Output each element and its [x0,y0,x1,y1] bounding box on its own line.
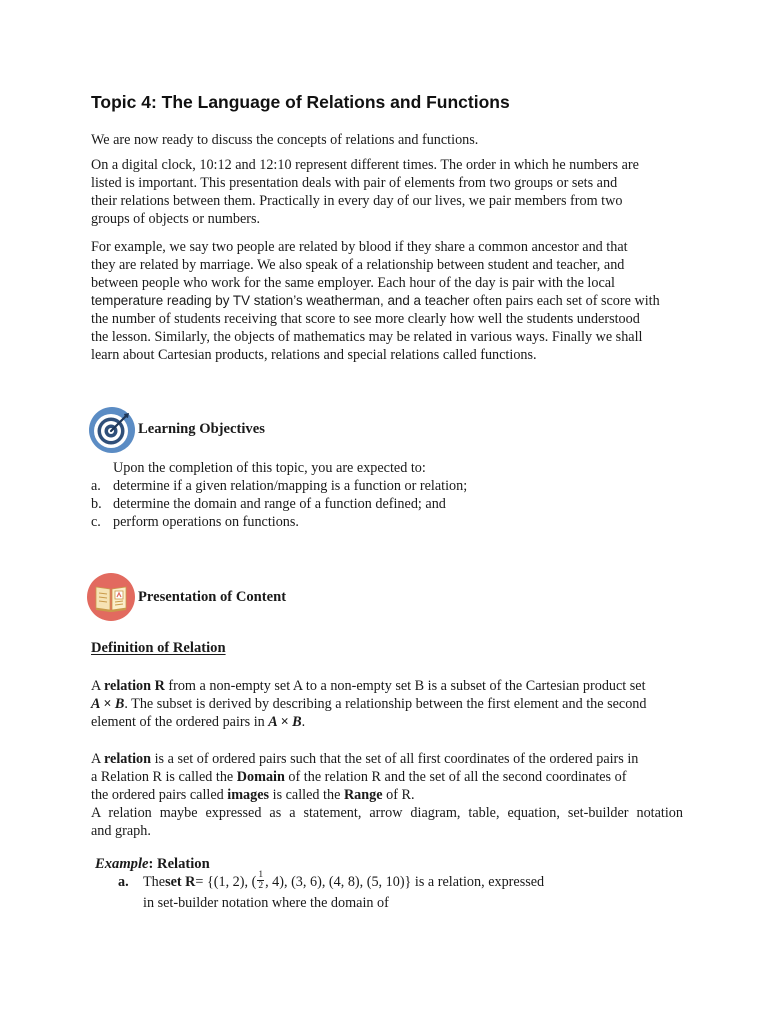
text-run: is called the [269,787,344,803]
text-run: often pairs each set of score with [469,293,660,309]
example-line [118,870,544,891]
objectives-intro: Upon the completion of this topic, you are expected to: [113,460,426,476]
bold-term: Domain [236,769,285,785]
paragraph-line: For example, we say two people are related by blood if they share a common ancestor and that [91,239,628,255]
paragraph-line: groups of objects or numbers. [91,211,261,227]
bold-term: relation [104,751,152,767]
text-run: A [91,751,105,767]
paragraph-line [91,750,683,768]
definition-heading: Definition of Relation [91,640,226,656]
math-expression: A × B [268,714,302,730]
text-run: The [143,874,166,890]
example-word: Example [95,856,149,872]
list-item-text: determine the domain and range of a function defined; and [113,496,446,512]
paragraph-clock [91,156,683,228]
fraction-denominator: 2 [258,881,264,891]
paragraph-line: their relations between them. Practically in every day of our lives, we pair members from two [91,193,623,209]
paragraph-line: and graph. [91,823,151,839]
text-run: a Relation R is called the [91,769,237,785]
learning-objectives-heading: Learning Objectives [138,421,265,437]
example-line: in set-builder notation where the domain of [143,895,389,911]
paragraph-line: On a digital clock, 10:12 and 12:10 represent different times. The order in which he numbers are [91,157,639,173]
list-marker: c. [91,514,101,530]
list-item-text: determine if a given relation/mapping is a function or relation; [113,478,468,494]
paragraph-line [91,713,683,731]
paragraph-line: listed is important. This presentation deals with pair of elements from two groups or sets and [91,175,618,191]
paragraph-line [91,786,683,804]
math-expression: A × B [91,696,125,712]
list-marker: a. [91,478,101,494]
example-item-a [118,870,544,912]
fraction [257,870,264,891]
paragraph-line: the number of students receiving that score to see more clearly how well the students understood [91,311,640,327]
paragraph-line: A relation maybe expressed as a statement, arrow diagram, table, equation, set-builder notation [91,805,683,821]
text-run: from a non-empty set A to a non-empty set B is a subset of the Cartesian product set [164,678,646,694]
paragraph-line [91,677,683,695]
paragraph-line [91,768,683,786]
text-run: , 4), (3, 6), (4, 8), (5, 10)} is a relation, expressed [265,874,545,890]
paragraph-line [91,695,683,713]
intro-line: We are now ready to discuss the concepts of relations and functions. [91,132,479,148]
list-item [91,477,691,495]
list-item [91,513,691,531]
paragraph-line [91,292,683,310]
text-run: element of the ordered pairs in [91,714,269,730]
relation-domain-range-paragraph [91,750,683,840]
book-icon [87,573,135,621]
text-run: is a set of ordered pairs such that the set of all first coordinates of the ordered pairs in [151,751,639,767]
bold-term: set R [165,874,196,890]
sans-text-run: temperature reading by TV station’s weatherman, and a teacher [91,293,470,308]
paragraph-example-relations [91,238,683,364]
text-run: . [301,714,306,730]
text-run: A [91,678,105,694]
objectives-list [91,459,691,531]
bold-term: Range [343,787,383,803]
example-marker: a. [118,874,129,890]
list-item-text: perform operations on functions. [113,514,299,530]
bold-term: images [227,787,270,803]
text-run: the ordered pairs called [91,787,228,803]
paragraph-line: between people who work for the same employer. Each hour of the day is pair with the local [91,275,615,291]
paragraph-line: the lesson. Similarly, the objects of mathematics may be related in various ways. Finally we shall [91,329,643,345]
target-icon [88,406,136,454]
paragraph-line: learn about Cartesian products, relations and special relations called functions. [91,347,537,363]
presentation-heading: Presentation of Content [138,589,287,605]
fraction-numerator: 1 [258,870,264,880]
bold-term: relation R [104,678,165,694]
text-run: = {(1, 2), ( [195,874,257,890]
intro-paragraph [91,131,683,149]
list-marker: b. [91,496,102,512]
text-run: of the relation R and the set of all the second coordinates of [284,769,627,785]
page-title: Topic 4: The Language of Relations and Functions [91,92,510,112]
text-run: . The subset is derived by describing a relationship between the first element and the second [124,696,647,712]
list-item [91,495,691,513]
text-run: of R. [382,787,415,803]
relation-definition-paragraph [91,677,683,731]
example-title: : Relation [148,856,210,872]
paragraph-line: they are related by marriage. We also speak of a relationship between student and teacher, and [91,257,625,273]
